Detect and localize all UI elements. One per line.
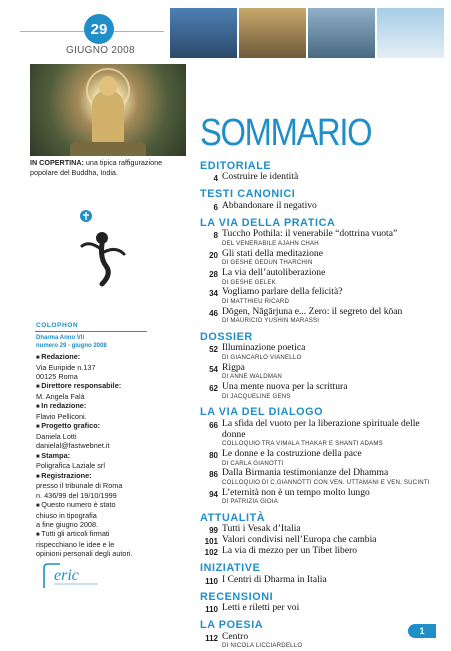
entry-page-number: 112 <box>205 633 218 643</box>
table-of-contents <box>200 160 440 651</box>
entry-title: Gli stati della meditazione <box>222 247 323 259</box>
colophon-line: Flavio Pelliconi. <box>36 412 87 421</box>
toc-entry <box>200 307 440 326</box>
publisher-logo <box>40 562 102 592</box>
entry-author: DI MAURICIO YUSHIN MARASSI <box>222 317 320 325</box>
entry-title: Letti e riletti per voi <box>222 602 300 614</box>
toc-entry <box>200 172 440 183</box>
logo-wordmark: eric <box>54 567 79 584</box>
entry-title: Rigpa <box>222 361 245 373</box>
entry-text <box>218 343 305 362</box>
toc-entry <box>200 363 440 382</box>
entry-page-number: 46 <box>209 308 218 318</box>
section-heading: DOSSIER <box>200 330 253 343</box>
entry-page-number: 4 <box>213 174 218 184</box>
header-photo-4 <box>377 8 444 58</box>
entry-title: Tutti i Vesak d’Italia <box>222 523 301 535</box>
colophon-body <box>36 352 156 559</box>
entry-page-number: 86 <box>209 470 218 480</box>
entry-author: DEL VENERABILE AJAHN CHAH <box>222 239 319 247</box>
colophon-line: Poligrafica Laziale srl <box>36 461 105 471</box>
cover-image-buddha <box>30 64 186 156</box>
entry-page-number: 8 <box>213 231 218 241</box>
colophon-subheading <box>36 335 107 350</box>
entry-page-number: 110 <box>205 576 218 586</box>
toc-entry <box>200 268 440 287</box>
buddha-base <box>70 142 146 156</box>
toc-entry <box>200 632 440 651</box>
entry-title: Dōgen, Nāgārjuna e... Zero: il segreto del kōan <box>222 305 403 317</box>
toc-entry <box>200 575 440 586</box>
entry-author: DI GESHE GEDUN THARCHIN <box>222 259 313 267</box>
colophon-line: a fine giugno 2008. <box>36 519 99 529</box>
colophon-line: Via Euripide n.137 <box>36 362 96 372</box>
entry-title: La sfida del vuoto per la liberazione spirituale delle donne <box>222 417 420 440</box>
entry-title: La via dell’autoliberazione <box>222 266 326 278</box>
section-heading: LA VIA DELLA PRATICA <box>200 216 336 229</box>
issue-date: GIUGNO 2008 <box>66 45 135 56</box>
section-heading: TESTI CANONICI <box>200 188 296 201</box>
entry-title: Dalla Birmania testimonianze del Dhamma <box>222 467 389 479</box>
entry-text <box>218 363 282 382</box>
section-heading: RECENSIONI <box>200 590 274 603</box>
page-title: SOMMARIO <box>200 112 372 154</box>
entry-title: Vogliamo parlare della felicità? <box>222 286 343 298</box>
buddha-body <box>92 90 124 146</box>
colophon-heading-line: ■ Redazione: <box>36 352 156 363</box>
section-heading: EDITORIALE <box>200 160 272 172</box>
entry-title: Le donne e la costruzione della pace <box>222 447 362 459</box>
toc-entry <box>200 603 440 614</box>
header-photo-2 <box>239 8 306 58</box>
colophon-line: presso il tribunale di Roma <box>36 481 123 491</box>
entry-title: Valori condivisi nell’Europa che cambia <box>222 534 377 546</box>
toc-entry <box>200 249 440 268</box>
entry-text <box>218 419 440 449</box>
entry-author: DI NICOLA LICCIARDELLO <box>222 642 303 650</box>
colophon-sub-2: numero 29 - giugno 2008 <box>36 342 107 349</box>
entry-text <box>218 172 298 183</box>
toc-entry <box>200 287 440 306</box>
entry-title: Costruire le identità <box>222 171 299 183</box>
entry-page-number: 20 <box>209 250 218 260</box>
entry-title: Illuminazione poetica <box>222 342 306 354</box>
colophon-divider <box>35 331 147 332</box>
colophon-line: opinioni personali degli autori. <box>36 549 133 559</box>
entry-page-number: 28 <box>209 269 218 279</box>
dancing-figure-illustration <box>72 210 132 290</box>
entry-author: DI GESHE GELEK <box>222 278 276 286</box>
entry-page-number: 54 <box>209 364 218 374</box>
section-heading: LA POESIA <box>200 619 264 632</box>
entry-text <box>218 307 402 326</box>
colophon-heading-line: ■ Progetto grafico: <box>36 421 156 432</box>
section-heading: LA VIA DEL DIALOGO <box>200 406 324 419</box>
colophon-heading-line: ■ Stampa: <box>36 451 156 462</box>
entry-page-number: 99 <box>209 526 218 536</box>
entry-author: DI MATTHIEU RICARD <box>222 297 290 305</box>
entry-title: Una mente nuova per la scrittura <box>222 381 348 393</box>
entry-text <box>218 287 343 306</box>
toc-entry <box>200 229 440 248</box>
entry-author: DI ANNE WALDMAN <box>222 373 282 381</box>
cover-caption-label: IN COPERTINA: <box>30 158 84 167</box>
toc-entry <box>200 449 440 468</box>
entry-page-number: 101 <box>204 537 218 547</box>
entry-title: Centro <box>222 630 249 642</box>
entry-page-number: 94 <box>209 489 218 499</box>
entry-text <box>218 268 325 287</box>
colophon-line: M. Angela Falà <box>36 392 85 401</box>
entry-author: COLLOQUIO TRA VIMALA THAKAR E SHANTI ADAMS <box>222 440 383 448</box>
entry-author: DI GIANCARLO VIANELLO <box>222 354 302 362</box>
entry-author: DI CARLA GIANOTTI <box>222 459 284 467</box>
header-photo-3 <box>308 8 375 58</box>
colophon-line: ■ Questo numero è stato <box>36 500 156 511</box>
entry-text <box>218 249 323 268</box>
entry-page-number: 66 <box>209 420 218 430</box>
entry-title: La via di mezzo per un Tibet libero <box>222 545 358 557</box>
page-number: 1 <box>408 624 436 638</box>
entry-text <box>218 382 347 401</box>
toc-entry <box>200 343 440 362</box>
entry-page-number: 110 <box>205 605 218 615</box>
colophon-line: 00125 Roma <box>36 372 78 381</box>
colophon-heading-line: ■ In redazione: <box>36 401 156 412</box>
entry-text <box>218 201 317 212</box>
colophon-heading: COLOPHON <box>36 322 79 329</box>
issue-number-badge: 29 <box>84 14 114 44</box>
entry-author: DI PATRIZIA GIOIA <box>222 498 278 506</box>
entry-text <box>218 632 302 651</box>
header-photo-1 <box>170 8 237 58</box>
entry-text <box>218 229 397 248</box>
entry-page-number: 62 <box>209 384 218 394</box>
entry-page-number: 34 <box>209 289 218 299</box>
buddha-head <box>99 76 117 96</box>
toc-entry <box>200 468 440 487</box>
entry-page-number: 52 <box>209 345 218 355</box>
entry-title: L’eternità non è un tempo molto lungo <box>222 486 370 498</box>
toc-entry <box>200 201 440 212</box>
entry-title: Tuccho Pothila: il venerabile “dottrina vuota” <box>222 228 398 240</box>
colophon-heading-line: ■ Direttore responsabile: <box>36 381 156 392</box>
entry-text <box>218 488 370 507</box>
entry-page-number: 102 <box>204 548 218 558</box>
colophon-line: danielal@fastwebnet.it <box>36 441 110 451</box>
cover-caption-text: una tipica raffigurazione popolare del Buddha, India. <box>30 158 163 177</box>
colophon-sub-1: Dharma Anno VII <box>36 335 85 341</box>
section-heading: INIZIATIVE <box>200 562 261 575</box>
toc-entry <box>200 419 440 449</box>
header-photo-strip <box>170 8 444 58</box>
entry-page-number: 80 <box>209 450 218 460</box>
colophon-line: Daniela Lotti <box>36 432 77 441</box>
colophon-heading-line: ■ Registrazione: <box>36 471 156 482</box>
toc-entry <box>200 488 440 507</box>
entry-page-number: 6 <box>213 202 218 212</box>
cover-caption <box>30 158 180 177</box>
colophon-line: n. 436/99 del 19/10/1999 <box>36 490 117 500</box>
entry-author: COLLOQUIO DI C.GIANNOTTI CON VEN. UTTAMANI E VEN. SUCINTI <box>222 478 430 486</box>
section-heading: ATTUALITÀ <box>200 511 266 524</box>
entry-text <box>218 603 299 614</box>
colophon-line: ■ Tutti gli articoli firmati <box>36 529 156 540</box>
entry-text <box>218 449 362 468</box>
entry-title: I Centri di Dharma in Italia <box>222 573 327 585</box>
toc-entry <box>200 546 440 557</box>
colophon-line: rispecchiano le idee e le <box>36 539 115 549</box>
toc-entry <box>200 382 440 401</box>
entry-text <box>218 575 327 586</box>
entry-title: Abbandonare il negativo <box>222 199 317 211</box>
entry-author: DI JACQUELINE GENS <box>222 392 291 400</box>
entry-text <box>218 468 430 487</box>
colophon-line: chiuso in tipografia <box>36 510 97 520</box>
entry-text <box>218 546 357 557</box>
